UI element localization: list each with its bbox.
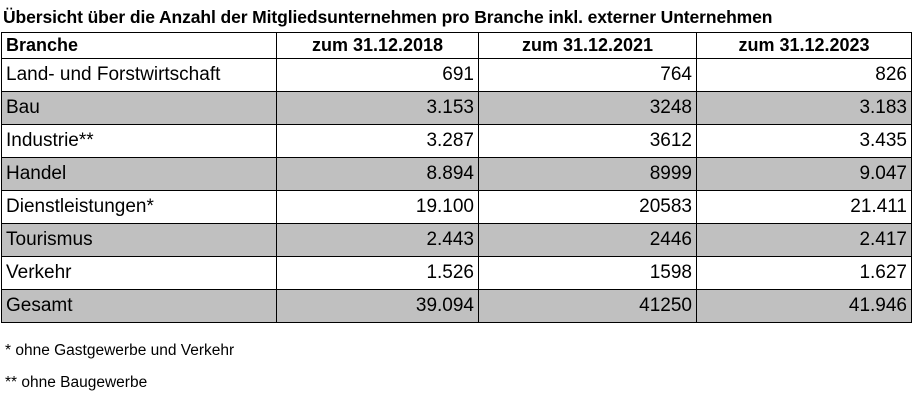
cell-2023: 21.411: [697, 191, 912, 224]
cell-2018: 2.443: [277, 224, 479, 257]
header-2021: zum 31.12.2021: [479, 33, 697, 59]
cell-2023: 1.627: [697, 257, 912, 290]
cell-2018: 3.153: [277, 92, 479, 125]
table-row: [2, 59, 912, 92]
header-branche: Branche: [2, 33, 277, 59]
cell-branche: Gesamt: [2, 290, 277, 323]
header-row: [2, 33, 912, 59]
footnote-2: ** ohne Baugewerbe: [5, 374, 148, 391]
members-table: [1, 32, 912, 323]
cell-2021: 41250: [479, 290, 697, 323]
table-row: [2, 290, 912, 323]
cell-branche: Dienstleistungen*: [2, 191, 277, 224]
cell-2018: 1.526: [277, 257, 479, 290]
cell-2023: 826: [697, 59, 912, 92]
cell-2023: 3.435: [697, 125, 912, 158]
table-row: [2, 257, 912, 290]
cell-branche: Handel: [2, 158, 277, 191]
cell-2021: 3612: [479, 125, 697, 158]
cell-2023: 2.417: [697, 224, 912, 257]
table-title: Übersicht über die Anzahl der Mitgliedsunternehmen pro Branche inkl. externer Unternehmen: [3, 7, 773, 27]
cell-branche: Industrie**: [2, 125, 277, 158]
cell-2021: 8999: [479, 158, 697, 191]
table-row: [2, 224, 912, 257]
cell-branche: Land- und Forstwirtschaft: [2, 59, 277, 92]
table-row: [2, 191, 912, 224]
cell-2021: 3248: [479, 92, 697, 125]
cell-2023: 9.047: [697, 158, 912, 191]
cell-2018: 3.287: [277, 125, 479, 158]
header-2018: zum 31.12.2018: [277, 33, 479, 59]
cell-2021: 1598: [479, 257, 697, 290]
table-row: [2, 158, 912, 191]
cell-branche: Bau: [2, 92, 277, 125]
table-row: [2, 92, 912, 125]
cell-branche: Tourismus: [2, 224, 277, 257]
table-row: [2, 125, 912, 158]
cell-2021: 764: [479, 59, 697, 92]
cell-2021: 2446: [479, 224, 697, 257]
cell-2018: 19.100: [277, 191, 479, 224]
cell-2023: 3.183: [697, 92, 912, 125]
cell-branche: Verkehr: [2, 257, 277, 290]
cell-2021: 20583: [479, 191, 697, 224]
cell-2018: 8.894: [277, 158, 479, 191]
footnote-1: * ohne Gastgewerbe und Verkehr: [5, 342, 235, 359]
cell-2018: 691: [277, 59, 479, 92]
cell-2018: 39.094: [277, 290, 479, 323]
header-2023: zum 31.12.2023: [697, 33, 912, 59]
cell-2023: 41.946: [697, 290, 912, 323]
